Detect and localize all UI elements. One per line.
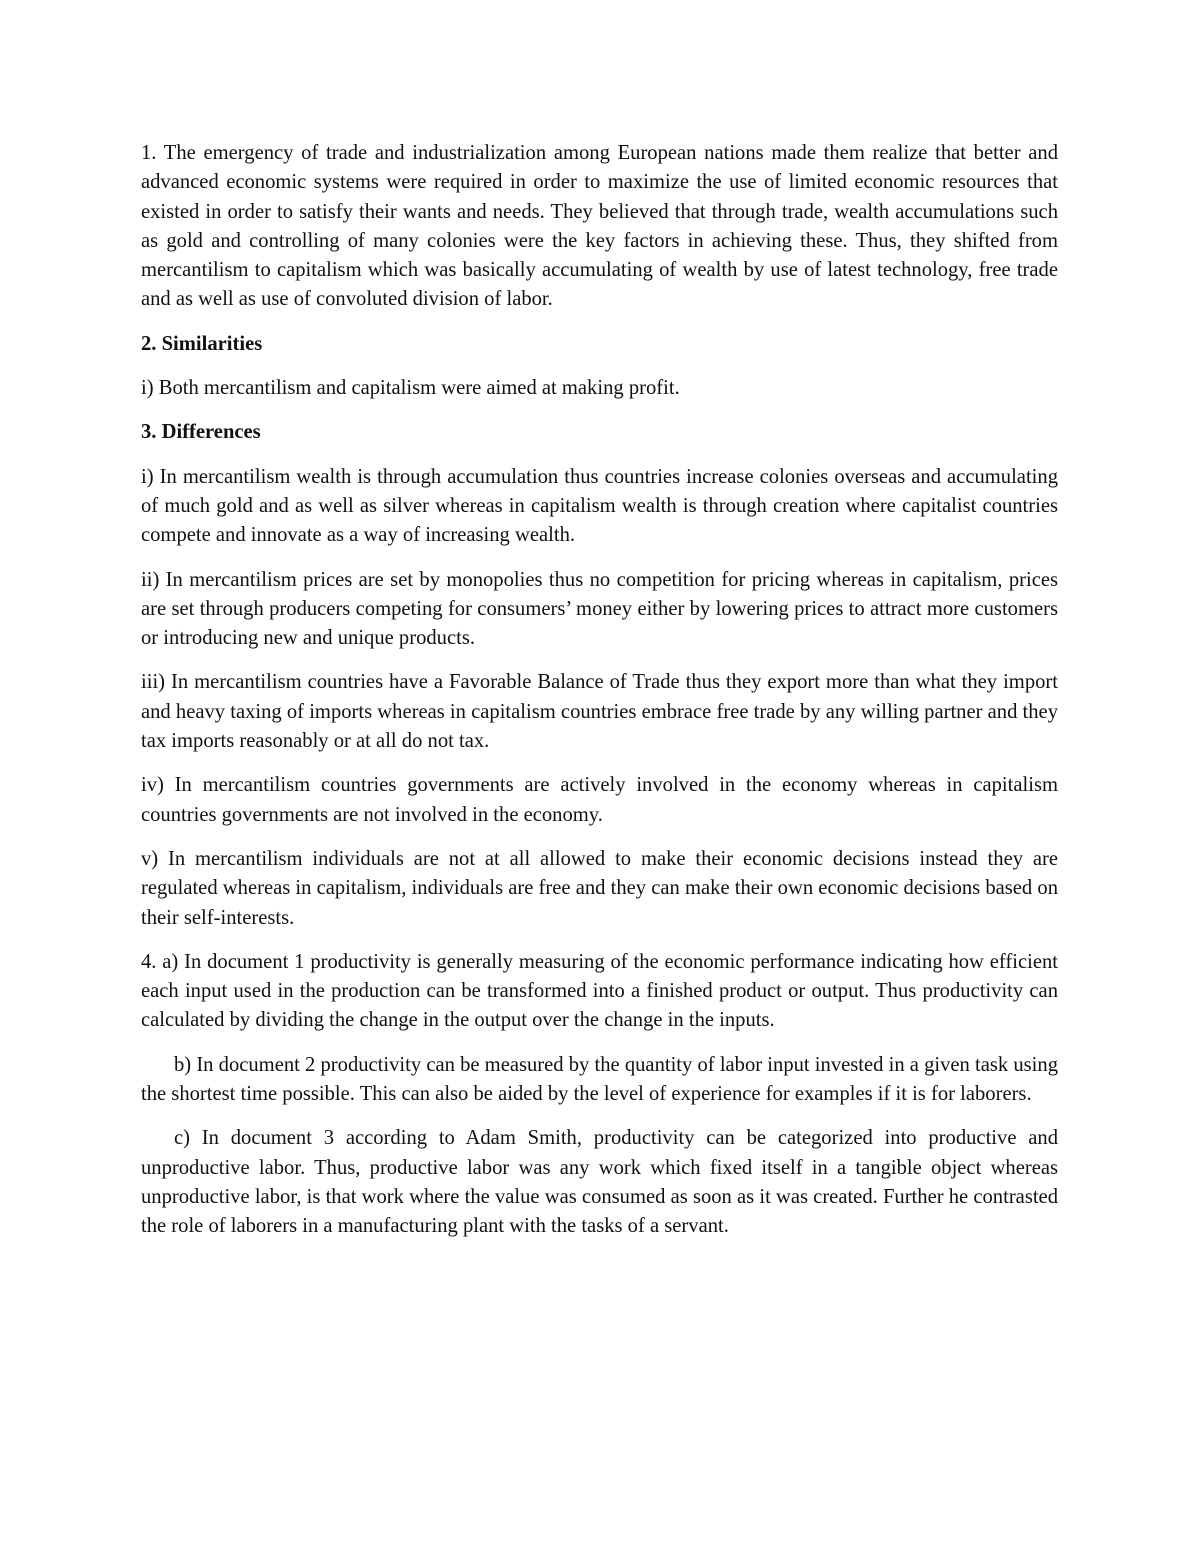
heading-similarities: 2. Similarities [141, 332, 263, 355]
document-page [141, 139, 1058, 1257]
difference-3: iii) In mercantilism countries have a Favorable Balance of Trade thus they export more than what they import and heavy taxing of imports whereas in capitalism countries embrace free trade by any willing partner and they tax imports reasonably or at all do not tax. [141, 671, 1058, 753]
answer-4a: 4. a) In document 1 productivity is generally measuring of the economic performance indicating how efficient each input used in the production can be transformed into a finished product or output. Thus productivity can calculated by dividing the change in the output over the change in the inputs. [141, 950, 1058, 1032]
heading-differences: 3. Differences [141, 421, 261, 444]
difference-4: iv) In mercantilism countries governments are actively involved in the economy whereas in capitalism countries governments are not involved in the economy. [141, 774, 1058, 826]
difference-2: ii) In mercantilism prices are set by monopolies thus no competition for pricing whereas in capitalism, prices are set through producers competing for consumers’ money either by lowering prices to attract more customers or introducing new and unique products. [141, 568, 1058, 650]
difference-1: i) In mercantilism wealth is through accumulation thus countries increase colonies overseas and accumulating of much gold and as well as silver whereas in capitalism wealth is through creation where capitalist countries compete and innovate as a way of increasing wealth. [141, 465, 1058, 547]
similarity-1: i) Both mercantilism and capitalism were aimed at making profit. [141, 377, 680, 400]
answer-4c: c) In document 3 according to Adam Smith, productivity can be categorized into productive and unproductive labor. Thus, productive labor was any work which fixed itself in a tangible object whereas unproductive labor, is that work where the value was consumed as soon as it was created. Further he contrasted the role of laborers in a manufacturing plant with the tasks of a servant. [141, 1127, 1058, 1238]
answer-4b: b) In document 2 productivity can be measured by the quantity of labor input invested in a given task using the shortest time possible. This can also be aided by the level of experience for examples if it is for laborers. [141, 1053, 1058, 1106]
difference-5: v) In mercantilism individuals are not at all allowed to make their economic decisions instead they are regulated whereas in capitalism, individuals are free and they can make their own economic decisions based on their self-interests. [141, 847, 1058, 929]
paragraph-1: 1. The emergency of trade and industrialization among European nations made them realize that better and advanced economic systems were required in order to maximize the use of limited economic resources that existed in order to satisfy their wants and needs. They believed that through trade, wealth accumulations such as gold and controlling of many colonies were the key factors in achieving these. Thus, they shifted from mercantilism to capitalism which was basically accumulating of wealth by use of latest technology, free trade and as well as use of convoluted division of labor. [141, 142, 1058, 311]
